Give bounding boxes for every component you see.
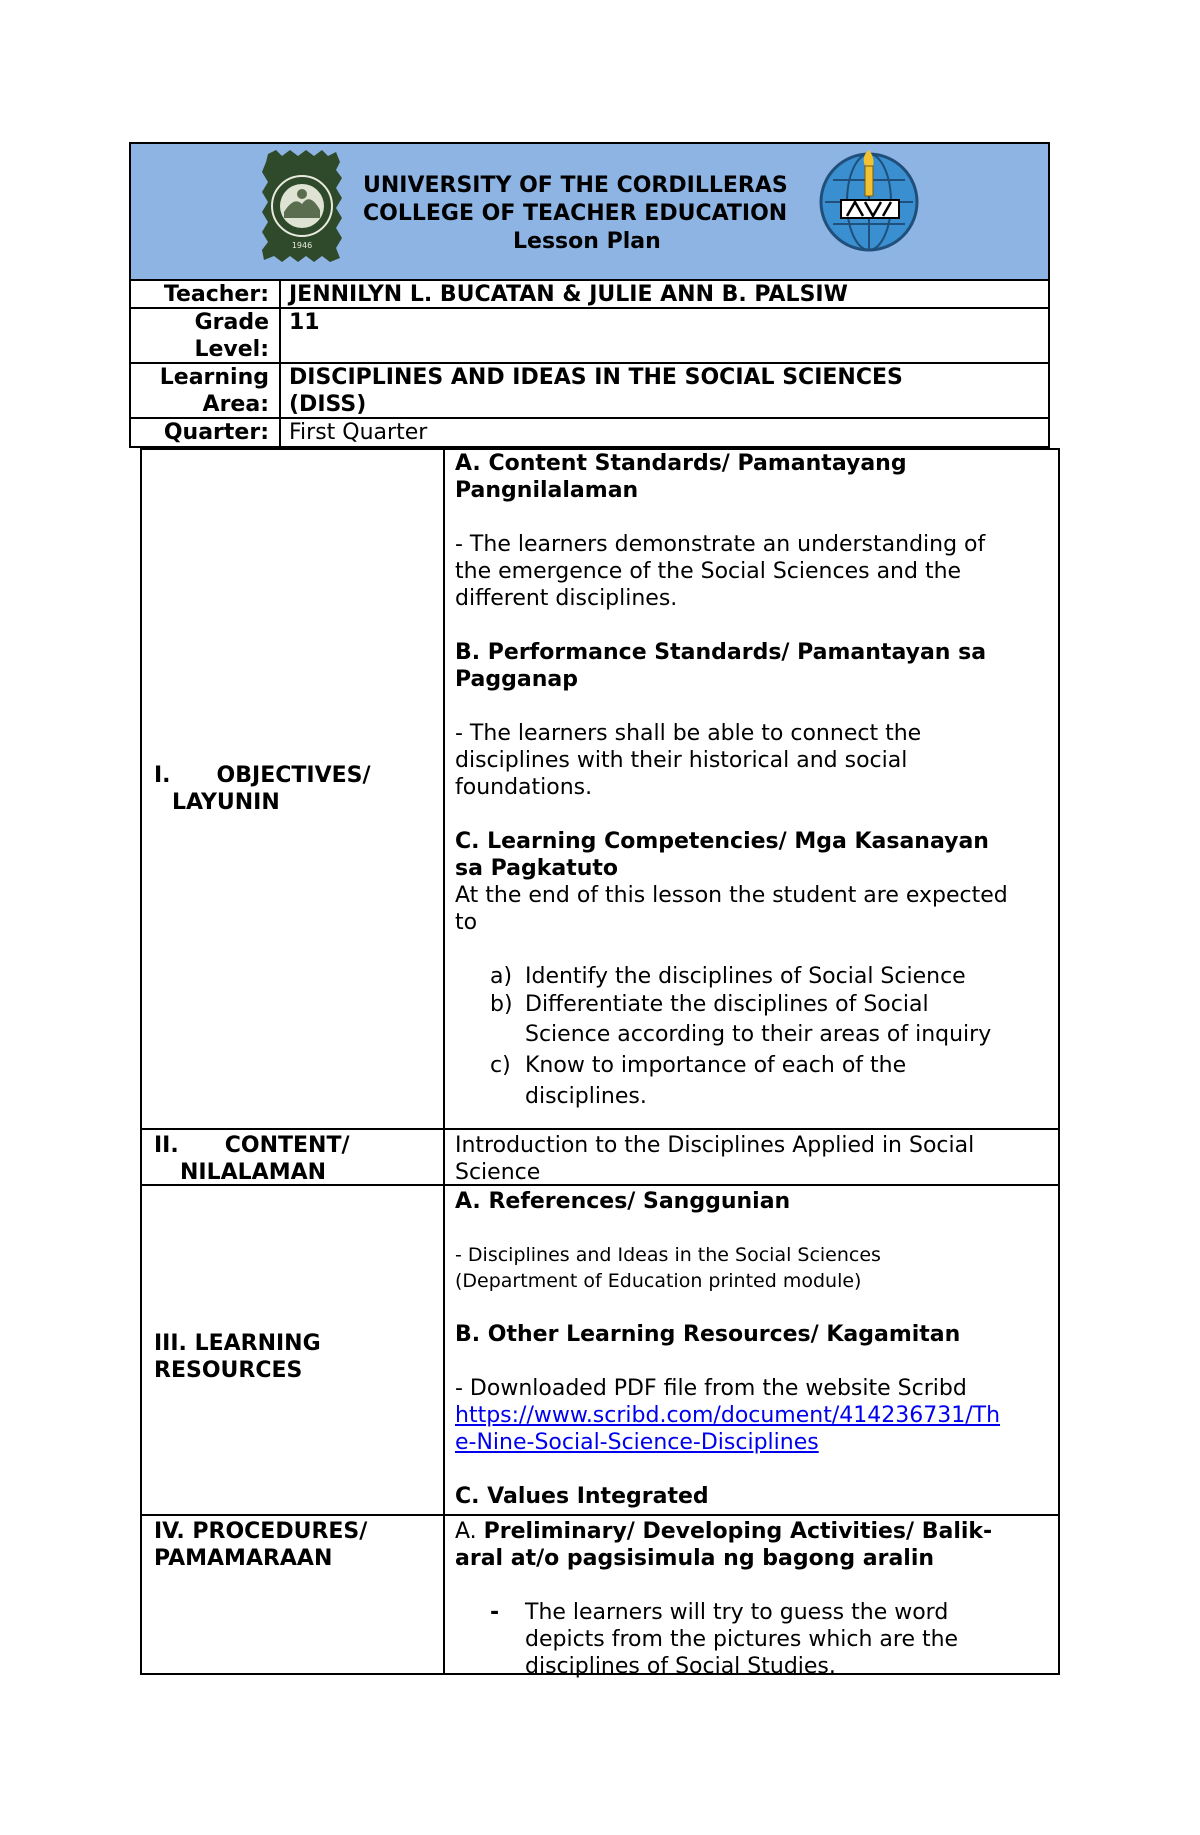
university-seal-logo [260, 148, 344, 264]
content-label-2: NILALAMAN [180, 1160, 327, 1185]
procedures-label-2: PAMAMARAAN [154, 1546, 333, 1571]
values-integrated-heading: C. Values Integrated [455, 1484, 709, 1509]
teacher-row [131, 281, 1048, 309]
content-label: II. CONTENT/ [154, 1133, 350, 1158]
learning-area-value: DISCIPLINES AND IDEAS IN THE SOCIAL SCIENCES (DISS) [289, 365, 903, 417]
objectives-label-cell [142, 450, 445, 1128]
preliminary-activities-heading: A. Preliminary/ Developing Activities/ Balik- aral at/o pagsisimula ng bagong aralin [455, 1519, 993, 1571]
learning-area-row [131, 364, 1048, 419]
content-text: Introduction to the Disciplines Applied in Social Science [455, 1133, 975, 1185]
resources-row [142, 1186, 1058, 1516]
scribd-link[interactable]: https://www.scribd.com/document/414236731/Th e-Nine-Social-Science-Disciplines [455, 1403, 1001, 1455]
content-row [142, 1130, 1058, 1186]
objectives-label: I. OBJECTIVES/ [154, 763, 371, 788]
content-label-cell [142, 1130, 445, 1184]
banner [131, 144, 1048, 281]
resources-label-2: RESOURCES [154, 1358, 303, 1383]
resources-label: III. LEARNING [154, 1331, 321, 1356]
objectives-content [455, 450, 1050, 1112]
procedures-content [455, 1518, 1050, 1680]
procedures-label: IV. PROCEDURES/ [154, 1519, 368, 1544]
other-resources-text: - Downloaded PDF file from the website Scribd [455, 1376, 967, 1401]
college-globe-torch-logo [817, 150, 927, 255]
learning-competencies-heading: C. Learning Competencies/ Mga Kasanayan sa Pagkatuto [455, 829, 989, 881]
document-title: Lesson Plan [513, 229, 661, 254]
resources-label-cell [142, 1186, 445, 1514]
objectives-label-2: LAYUNIN [172, 790, 280, 815]
learning-competencies-intro: At the end of this lesson the student are expected to [455, 883, 1008, 935]
performance-standards-heading: B. Performance Standards/ Pamantayan sa Pagganap [455, 640, 987, 692]
college-name: COLLEGE OF TEACHER EDUCATION [363, 201, 788, 226]
grade-label: Grade Level: [131, 309, 281, 362]
grade-value: 11 [289, 310, 320, 335]
grade-row [131, 309, 1048, 364]
quarter-value: First Quarter [289, 420, 428, 445]
teacher-value: JENNILYN L. BUCATAN & JULIE ANN B. PALSIW [289, 282, 848, 307]
performance-standards-text: - The learners shall be able to connect the disciplines with their historical and social foundations. [455, 721, 922, 800]
resources-content [455, 1188, 1050, 1510]
procedures-label-cell [142, 1516, 445, 1673]
university-name: UNIVERSITY OF THE CORDILLERAS [363, 173, 788, 198]
references-text: - Disciplines and Ideas in the Social Sciences (Department of Education printed module) [455, 1244, 881, 1292]
procedures-row [142, 1516, 1058, 1679]
competency-item-a: a) Identify the disciplines of Social Science [490, 964, 966, 989]
other-resources-heading: B. Other Learning Resources/ Kagamitan [455, 1322, 961, 1347]
content-standards-heading: A. Content Standards/ Pamantayang Pangnilalaman [455, 451, 907, 503]
quarter-row [131, 419, 1048, 446]
references-heading: A. References/ Sanggunian [455, 1189, 791, 1214]
objectives-row [142, 450, 1058, 1130]
procedure-item: - The learners will try to guess the word depicts from the pictures which are the disciplines of Social Studies. [490, 1600, 959, 1679]
header-table [129, 142, 1050, 448]
content-standards-text: - The learners demonstrate an understanding of the emergence of the Social Sciences and the different disciplines. [455, 532, 986, 611]
learning-area-label: Learning Area: [131, 364, 281, 417]
teacher-label: Teacher: [131, 281, 281, 307]
competency-item-b: b) Differentiate the disciplines of Social Science according to their areas of inquiry [490, 992, 992, 1047]
lesson-plan-table [140, 448, 1060, 1679]
quarter-label: Quarter: [131, 419, 281, 446]
competency-item-c: c) Know to importance of each of the disciplines. [490, 1053, 907, 1109]
seal-year: 1946 [291, 241, 313, 250]
